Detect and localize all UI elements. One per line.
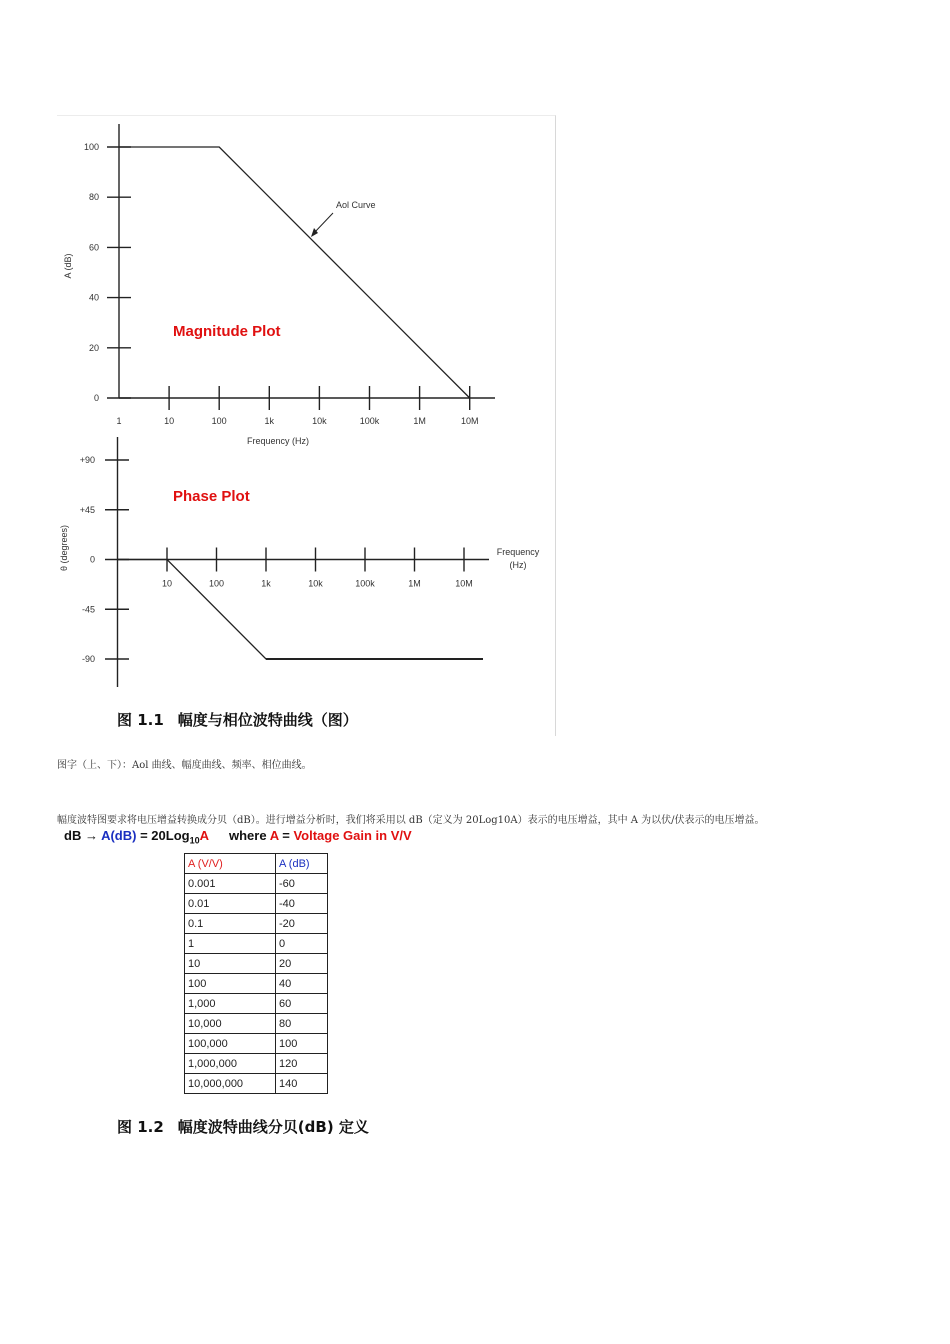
table-row <box>185 1014 328 1034</box>
magnitude-y-tick-label: 0 <box>93 393 99 403</box>
magnitude-y-tick-label: 40 <box>88 292 99 303</box>
magnitude-y-tick-label: 20 <box>88 342 99 353</box>
cell-a-db: 40 <box>276 974 328 994</box>
formula-voltage-gain: Voltage Gain in V/V <box>293 828 412 843</box>
cell-a-vv: 100 <box>185 974 276 994</box>
magnitude-x-tick-label: 1 <box>116 416 122 426</box>
table-row <box>185 954 328 974</box>
aol-curve-line <box>119 147 470 398</box>
cell-a-vv: 10,000,000 <box>185 1074 276 1094</box>
aol-curve-annotation: Aol Curve <box>336 200 376 210</box>
cell-a-db: -20 <box>276 914 328 934</box>
cell-a-db: 120 <box>276 1054 328 1074</box>
cell-a-db: 80 <box>276 1014 328 1034</box>
phase-x-axis-unit: (Hz) <box>509 560 527 570</box>
magnitude-x-tick-label: 10k <box>312 416 327 426</box>
formula-arrow: → <box>81 828 102 843</box>
phase-y-tick-label: -45 <box>81 604 95 615</box>
table-row <box>185 874 328 894</box>
table-row <box>185 1074 328 1094</box>
cell-a-db: -40 <box>276 894 328 914</box>
figure-note: 图字（上、下）：Aol 曲线、幅度曲线、频率、相位曲线。 <box>57 760 312 771</box>
header-a-db: A (dB) <box>276 854 328 874</box>
magnitude-x-tick-label: 100 <box>211 416 227 426</box>
cell-a-vv: 1,000,000 <box>185 1054 276 1074</box>
formula-eq: = 20Log <box>136 828 190 843</box>
phase-x-axis-label: Frequency <box>496 547 540 557</box>
magnitude-x-tick-label: 1k <box>264 416 275 426</box>
annotation-arrow-line <box>314 213 333 233</box>
figure-2-caption <box>117 1116 383 1137</box>
phase-plot <box>59 437 540 687</box>
db-conversion-table <box>184 853 328 1094</box>
magnitude-x-tick-label: 10M <box>460 416 479 426</box>
phase-x-tick-label: 10k <box>308 578 323 589</box>
magnitude-plot <box>63 124 495 446</box>
phase-x-tick-label: 10 <box>161 578 173 589</box>
figure-1-title: 幅度与相位波特曲线（图） <box>177 711 358 729</box>
cell-a-vv: 1,000 <box>185 994 276 1014</box>
cell-a-vv: 10 <box>185 954 276 974</box>
cell-a-db: -60 <box>276 874 328 894</box>
cell-a-db: 20 <box>276 954 328 974</box>
cell-a-db: 0 <box>276 934 328 954</box>
phase-y-axis-label: θ (degrees) <box>59 524 69 572</box>
db-formula <box>64 828 412 846</box>
cell-a-vv: 100,000 <box>185 1034 276 1054</box>
cell-a-vv: 0.01 <box>185 894 276 914</box>
cell-a-vv: 0.1 <box>185 914 276 934</box>
db-paragraph: 幅度波特图要求将电压增益转换成分贝（dB）。进行增益分析时，我们将采用以 dB（定义为 20Log10A）表示的电压增益，其中 A 为以伏/伏表示的电压增益。 <box>57 815 765 826</box>
phase-x-tick-label: 10M <box>455 578 473 589</box>
table-row <box>185 974 328 994</box>
cell-a-vv: 0.001 <box>185 874 276 894</box>
cell-a-db: 140 <box>276 1074 328 1094</box>
table-row <box>185 914 328 934</box>
magnitude-x-tick-label: 10 <box>164 416 175 426</box>
figure-1-caption <box>117 709 372 730</box>
phase-y-tick-label: +90 <box>79 455 95 465</box>
table-row <box>185 1054 328 1074</box>
magnitude-x-tick-label: 1M <box>413 416 426 426</box>
phase-x-tick-label: 100 <box>208 578 225 589</box>
magnitude-y-tick-label: 100 <box>83 142 99 152</box>
phase-plot-label: Phase Plot <box>173 488 250 505</box>
bode-figure <box>57 115 556 736</box>
figure-1-number: 图 1.1 <box>117 711 164 729</box>
table-row <box>185 1034 328 1054</box>
cell-a-db: 100 <box>276 1034 328 1054</box>
cell-a-db: 60 <box>276 994 328 1014</box>
formula-where: where <box>229 828 270 843</box>
phase-x-tick-label: 1M <box>408 578 421 589</box>
bode-plot-svg <box>57 116 555 736</box>
phase-x-tick-label: 1k <box>261 578 271 589</box>
table-header-row <box>185 854 328 874</box>
formula-db: dB <box>64 828 82 843</box>
table-row <box>185 894 328 914</box>
magnitude-x-axis-label: Frequency (Hz) <box>246 436 310 446</box>
magnitude-x-tick-label: 100k <box>359 416 380 426</box>
phase-x-tick-label: 100k <box>355 578 375 589</box>
phase-y-tick-label: 0 <box>89 554 95 565</box>
cell-a-vv: 10,000 <box>185 1014 276 1034</box>
figure-2-number: 图 1.2 <box>117 1118 164 1136</box>
magnitude-y-tick-label: 80 <box>88 192 99 203</box>
magnitude-plot-label: Magnitude Plot <box>173 323 281 340</box>
formula-adb: A(dB) <box>101 828 137 843</box>
magnitude-y-axis-label: A (dB) <box>63 253 73 279</box>
table-row <box>185 994 328 1014</box>
magnitude-y-tick-label: 60 <box>88 242 99 253</box>
header-a-vv: A (V/V) <box>185 854 276 874</box>
formula-a: A <box>199 828 209 843</box>
formula-sub: 10 <box>189 835 200 846</box>
cell-a-vv: 1 <box>185 934 276 954</box>
phase-curve-line <box>118 560 465 660</box>
formula-a2: A <box>269 828 279 843</box>
figure-2-title: 幅度波特曲线分贝(dB) 定义 <box>177 1118 369 1136</box>
phase-y-tick-label: +45 <box>79 504 95 515</box>
formula-eq2: = <box>278 828 294 843</box>
table-row <box>185 934 328 954</box>
phase-y-tick-label: -90 <box>81 654 95 664</box>
